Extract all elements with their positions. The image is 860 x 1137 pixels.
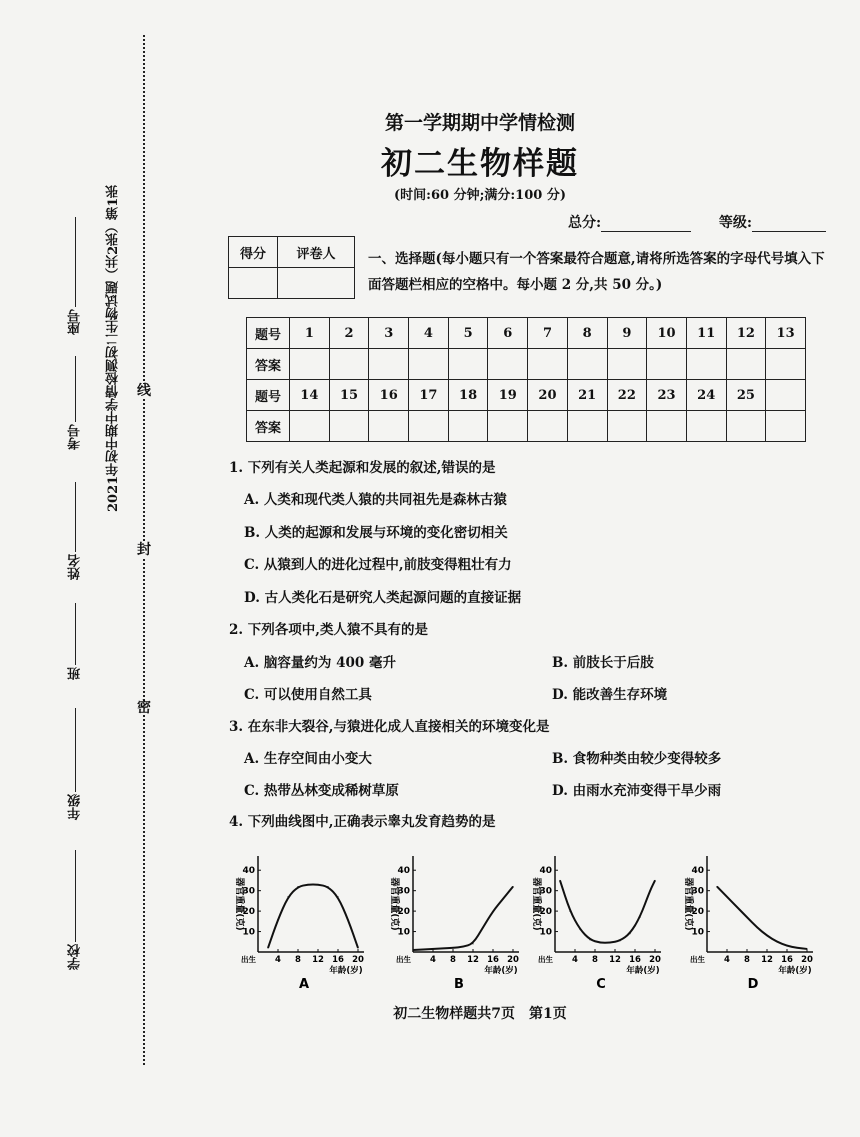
field-school[interactable] bbox=[66, 840, 85, 970]
answer-grid-answer-row bbox=[247, 349, 806, 380]
answer-grid-answer-cell[interactable] bbox=[528, 411, 568, 442]
chart-y-tick-label: 40 bbox=[242, 866, 255, 877]
answer-grid-number-label: 题号 bbox=[247, 380, 290, 411]
answer-grid-number: 2 bbox=[329, 318, 369, 349]
total-score-label: 总分: bbox=[568, 215, 602, 231]
answer-grid-number: 4 bbox=[409, 318, 449, 349]
answer-grid-number: 14 bbox=[290, 380, 330, 411]
chart-option-label: D bbox=[747, 977, 759, 992]
chart-series-line bbox=[560, 880, 655, 942]
answer-grid-answer-cell[interactable] bbox=[448, 411, 488, 442]
chart-x-tick-label: 8 bbox=[592, 955, 598, 965]
chart-data-point bbox=[559, 880, 560, 881]
field-exam-number-blank[interactable] bbox=[75, 356, 77, 422]
answer-grid-number: 19 bbox=[488, 380, 528, 411]
chart-option-label: C bbox=[596, 977, 606, 992]
score-line bbox=[568, 212, 826, 232]
chart-x-tick-label: 8 bbox=[744, 955, 750, 965]
q1-option-a: A. 人类和现代类人猿的共同祖先是森林古猿 bbox=[244, 492, 507, 508]
answer-grid-answer-cell[interactable] bbox=[409, 411, 449, 442]
answer-grid-number: 22 bbox=[607, 380, 647, 411]
answer-grid-answer-cell[interactable] bbox=[409, 349, 449, 380]
answer-grid-number: 1 bbox=[290, 318, 330, 349]
chart-y-tick-label: 40 bbox=[397, 866, 410, 877]
answer-grid-answer-cell[interactable] bbox=[448, 349, 488, 380]
chart-x-tick-label: 12 bbox=[609, 955, 621, 965]
field-class-blank[interactable] bbox=[75, 603, 77, 665]
chart-x-tick-label: 出生 bbox=[396, 955, 411, 964]
chart-y-tick-label: 40 bbox=[691, 866, 704, 877]
chart-x-tick-label: 16 bbox=[487, 955, 499, 965]
answer-grid-answer-cell[interactable] bbox=[567, 349, 607, 380]
chart-data-point bbox=[796, 947, 797, 948]
exam-subtitle: 第一学期期中学情检测 bbox=[384, 112, 575, 134]
chart-data-point bbox=[736, 906, 737, 907]
answer-grid-answer-cell[interactable] bbox=[766, 349, 806, 380]
q3-option-a: A. 生存空间由小变大 bbox=[244, 751, 372, 767]
chart-d bbox=[677, 852, 825, 992]
answer-grid-answer-cell[interactable] bbox=[726, 411, 766, 442]
q2-option-a: A. 脑容量约为 400 毫升 bbox=[244, 655, 396, 671]
q3-option-b: B. 食物种类由较少变得较多 bbox=[552, 751, 722, 767]
chart-y-tick-label: 30 bbox=[397, 886, 410, 897]
answer-grid-answer-cell[interactable] bbox=[528, 349, 568, 380]
chart-xlabel: 年龄(岁) bbox=[778, 966, 812, 976]
chart-y-tick-label: 10 bbox=[539, 927, 552, 938]
grader-name-header: 评卷人 bbox=[278, 237, 355, 268]
chart-c bbox=[525, 852, 673, 992]
chart-y-tick-label: 30 bbox=[691, 886, 704, 897]
question-1-stem: 1. 下列有关人类起源和发展的叙述,错误的是 bbox=[229, 460, 496, 476]
answer-grid-answer-cell[interactable] bbox=[607, 349, 647, 380]
answer-grid-number: 16 bbox=[369, 380, 409, 411]
field-exam-number[interactable] bbox=[66, 345, 85, 450]
field-name-blank[interactable] bbox=[75, 482, 77, 552]
chart-data-point bbox=[412, 949, 413, 950]
chart-x-tick-label: 12 bbox=[761, 955, 773, 965]
chart-xlabel: 年龄(岁) bbox=[626, 966, 660, 976]
chart-ylabel: 器官重量(克) bbox=[683, 877, 693, 931]
field-grade-blank[interactable] bbox=[75, 708, 77, 792]
chart-y-tick-label: 20 bbox=[397, 907, 410, 918]
chart-x-tick-label: 20 bbox=[352, 955, 364, 965]
chart-y-tick-label: 10 bbox=[691, 927, 704, 938]
field-exam-number-label: 考号 bbox=[68, 424, 83, 450]
chart-b bbox=[383, 852, 531, 992]
chart-a bbox=[228, 852, 376, 992]
total-score-blank[interactable] bbox=[601, 217, 691, 232]
chart-data-point bbox=[317, 884, 318, 885]
question-2-stem: 2. 下列各项中,类人猿不具有的是 bbox=[229, 622, 428, 638]
answer-grid-number: 6 bbox=[488, 318, 528, 349]
chart-x-tick-label: 12 bbox=[467, 955, 479, 965]
chart-x-tick-label: 8 bbox=[295, 955, 301, 965]
field-grade[interactable] bbox=[66, 700, 85, 820]
chart-data-point bbox=[482, 927, 483, 928]
chart-x-tick-label: 16 bbox=[629, 955, 641, 965]
chart-data-point bbox=[502, 898, 503, 899]
chart-data-point bbox=[512, 886, 513, 887]
q1-option-d: D. 古人类化石是研究人类起源问题的直接证据 bbox=[244, 590, 522, 606]
answer-grid-number bbox=[766, 380, 806, 411]
chart-x-tick-label: 出生 bbox=[538, 955, 553, 964]
answer-grid-number: 3 bbox=[369, 318, 409, 349]
chart-series-line bbox=[413, 887, 513, 950]
chart-data-point bbox=[766, 935, 767, 936]
answer-grid-answer-cell[interactable] bbox=[567, 411, 607, 442]
chart-data-point bbox=[654, 880, 655, 881]
grade-blank[interactable] bbox=[752, 217, 826, 232]
binding-header-text: 2021年初中期中学情检测初二生物试题（共2张）第1张 bbox=[106, 184, 121, 512]
chart-x-tick-label: 16 bbox=[332, 955, 344, 965]
chart-x-tick-label: 4 bbox=[724, 955, 730, 965]
chart-data-point bbox=[649, 890, 650, 891]
field-grade-label: 年级 bbox=[68, 794, 83, 820]
answer-grid-number: 20 bbox=[528, 380, 568, 411]
answer-grid-answer-label: 答案 bbox=[247, 411, 290, 442]
field-class[interactable] bbox=[66, 598, 85, 680]
chart-data-point bbox=[579, 929, 580, 930]
answer-grid-answer-cell[interactable] bbox=[686, 349, 726, 380]
chart-data-point bbox=[492, 911, 493, 912]
q2-option-d: D. 能改善生存环境 bbox=[552, 687, 668, 703]
answer-grid-number-row bbox=[247, 380, 806, 411]
q3-option-d: D. 由雨水充沛变得干旱少雨 bbox=[552, 783, 722, 799]
field-school-label: 学校 bbox=[68, 944, 83, 970]
q3-option-c: C. 热带丛林变成稀树草原 bbox=[244, 783, 399, 799]
field-seat-number-label: 座号 bbox=[68, 309, 83, 335]
chart-data-point bbox=[619, 940, 620, 941]
chart-data-point bbox=[569, 911, 570, 912]
chart-data-point bbox=[472, 943, 473, 944]
answer-grid-answer-cell[interactable] bbox=[647, 349, 687, 380]
answer-grid-number: 23 bbox=[647, 380, 687, 411]
section-instructions: 一、选择题(每小题只有一个答案最符合题意,请将所选答案的字母代号填入下面答题栏相应的空格中。每小题 2 分,共 50 分。) bbox=[368, 251, 825, 293]
answer-grid-number-row bbox=[247, 318, 806, 349]
chart-data-point bbox=[277, 919, 278, 920]
chart-data-point bbox=[639, 917, 640, 918]
answer-grid-number: 10 bbox=[647, 318, 687, 349]
grader-box bbox=[228, 236, 355, 299]
answer-grid-number: 25 bbox=[726, 380, 766, 411]
answer-grid-number: 9 bbox=[607, 318, 647, 349]
chart-x-tick-label: 出生 bbox=[241, 955, 256, 964]
chart-x-tick-label: 20 bbox=[649, 955, 661, 965]
chart-x-tick-label: 4 bbox=[275, 955, 281, 965]
answer-grid-number: 5 bbox=[448, 318, 488, 349]
chart-data-point bbox=[776, 941, 777, 942]
answer-grid-answer-cell[interactable] bbox=[488, 349, 528, 380]
chart-data-point bbox=[452, 947, 453, 948]
chart-data-point bbox=[357, 947, 358, 948]
seal-char-seal: 封 bbox=[137, 542, 151, 558]
q2-option-c: C. 可以使用自然工具 bbox=[244, 687, 372, 703]
answer-grid-answer-cell[interactable] bbox=[488, 411, 528, 442]
answer-grid-number: 8 bbox=[567, 318, 607, 349]
answer-grid-number: 18 bbox=[448, 380, 488, 411]
answer-grid-number: 17 bbox=[409, 380, 449, 411]
answer-grid-answer-cell[interactable] bbox=[726, 349, 766, 380]
grader-score-header: 得分 bbox=[229, 237, 278, 268]
q2-option-b: B. 前肢长于后肢 bbox=[552, 655, 654, 671]
chart-ylabel: 器官重量(克) bbox=[531, 877, 541, 931]
chart-xlabel: 年龄(岁) bbox=[329, 966, 363, 976]
answer-grid-answer-cell[interactable] bbox=[369, 411, 409, 442]
answer-grid-number: 7 bbox=[528, 318, 568, 349]
chart-x-tick-label: 12 bbox=[312, 955, 324, 965]
chart-y-tick-label: 10 bbox=[242, 927, 255, 938]
chart-data-point bbox=[267, 947, 268, 948]
answer-grid-number-label: 题号 bbox=[247, 318, 290, 349]
answer-grid-answer-cell[interactable] bbox=[290, 411, 330, 442]
chart-data-point bbox=[307, 884, 308, 885]
chart-ylabel: 器官重量(克) bbox=[234, 877, 244, 931]
chart-x-tick-label: 16 bbox=[781, 955, 793, 965]
chart-data-point bbox=[746, 917, 747, 918]
q1-option-b: B. 人类的起源和发展与环境的变化密切相关 bbox=[244, 525, 508, 541]
chart-series-line bbox=[268, 885, 358, 948]
chart-option-label: A bbox=[298, 977, 310, 992]
answer-grid-answer-cell[interactable] bbox=[766, 411, 806, 442]
answer-grid-number: 11 bbox=[686, 318, 726, 349]
chart-data-point bbox=[347, 919, 348, 920]
seal-char-dense: 密 bbox=[137, 700, 151, 716]
exam-time-info: (时间:60 分钟;满分:100 分) bbox=[394, 188, 566, 203]
chart-data-point bbox=[716, 886, 717, 887]
answer-grid-number: 24 bbox=[686, 380, 726, 411]
answer-grid-answer-cell[interactable] bbox=[369, 349, 409, 380]
question-3-stem: 3. 在东非大裂谷,与猿进化成人直接相关的环境变化是 bbox=[229, 719, 550, 735]
chart-data-point bbox=[609, 942, 610, 943]
answer-grid-answer-cell[interactable] bbox=[647, 411, 687, 442]
answer-grid bbox=[246, 317, 806, 442]
field-seat-number-blank[interactable] bbox=[75, 217, 77, 307]
field-name-label: 姓名 bbox=[68, 554, 83, 580]
chart-y-tick-label: 30 bbox=[242, 886, 255, 897]
chart-x-tick-label: 20 bbox=[507, 955, 519, 965]
page-footer: 初二生物样题共7页 第1页 bbox=[393, 1006, 567, 1022]
chart-data-point bbox=[786, 945, 787, 946]
chart-x-tick-label: 8 bbox=[450, 955, 456, 965]
answer-grid-number: 15 bbox=[329, 380, 369, 411]
chart-y-tick-label: 20 bbox=[539, 907, 552, 918]
field-school-blank[interactable] bbox=[75, 850, 77, 942]
chart-y-tick-label: 40 bbox=[539, 866, 552, 877]
chart-x-tick-label: 出生 bbox=[690, 955, 705, 964]
chart-series-line bbox=[717, 887, 807, 949]
field-class-label: 班 bbox=[68, 667, 83, 680]
grade-label: 等级: bbox=[718, 215, 753, 231]
grader-score-cell[interactable] bbox=[229, 268, 278, 299]
chart-option-label: B bbox=[454, 977, 464, 992]
answer-grid-answer-cell[interactable] bbox=[329, 349, 369, 380]
seal-char-line: 线 bbox=[137, 383, 151, 399]
answer-grid-answer-cell[interactable] bbox=[607, 411, 647, 442]
chart-data-point bbox=[589, 939, 590, 940]
answer-grid-answer-cell[interactable] bbox=[686, 411, 726, 442]
chart-data-point bbox=[462, 946, 463, 947]
chart-data-point bbox=[337, 896, 338, 897]
chart-data-point bbox=[726, 896, 727, 897]
answer-grid-answer-label: 答案 bbox=[247, 349, 290, 380]
answer-grid-answer-cell[interactable] bbox=[290, 349, 330, 380]
answer-grid-number: 13 bbox=[766, 318, 806, 349]
chart-data-point bbox=[327, 886, 328, 887]
question-4-stem: 4. 下列曲线图中,正确表示睾丸发育趋势的是 bbox=[229, 814, 496, 830]
answer-grid-answer-cell[interactable] bbox=[329, 411, 369, 442]
chart-data-point bbox=[432, 948, 433, 949]
chart-data-point bbox=[806, 948, 807, 949]
chart-data-point bbox=[287, 896, 288, 897]
answer-grid-number: 12 bbox=[726, 318, 766, 349]
field-name[interactable] bbox=[66, 470, 85, 580]
chart-y-tick-label: 20 bbox=[691, 907, 704, 918]
grader-name-cell[interactable] bbox=[278, 268, 355, 299]
chart-xlabel: 年龄(岁) bbox=[484, 966, 518, 976]
chart-y-tick-label: 10 bbox=[397, 927, 410, 938]
chart-x-tick-label: 20 bbox=[801, 955, 813, 965]
chart-data-point bbox=[297, 886, 298, 887]
chart-y-tick-label: 30 bbox=[539, 886, 552, 897]
answer-grid-number: 21 bbox=[567, 380, 607, 411]
chart-data-point bbox=[756, 927, 757, 928]
answer-grid-answer-row bbox=[247, 411, 806, 442]
chart-x-tick-label: 4 bbox=[572, 955, 578, 965]
field-seat-number[interactable] bbox=[66, 205, 85, 335]
chart-data-point bbox=[599, 942, 600, 943]
chart-y-tick-label: 20 bbox=[242, 907, 255, 918]
chart-x-tick-label: 4 bbox=[430, 955, 436, 965]
q1-option-c: C. 从猿到人的进化过程中,前肢变得粗壮有力 bbox=[244, 557, 512, 573]
chart-ylabel: 器官重量(克) bbox=[389, 877, 399, 931]
exam-title: 初二生物样题 bbox=[381, 146, 579, 182]
chart-data-point bbox=[629, 933, 630, 934]
